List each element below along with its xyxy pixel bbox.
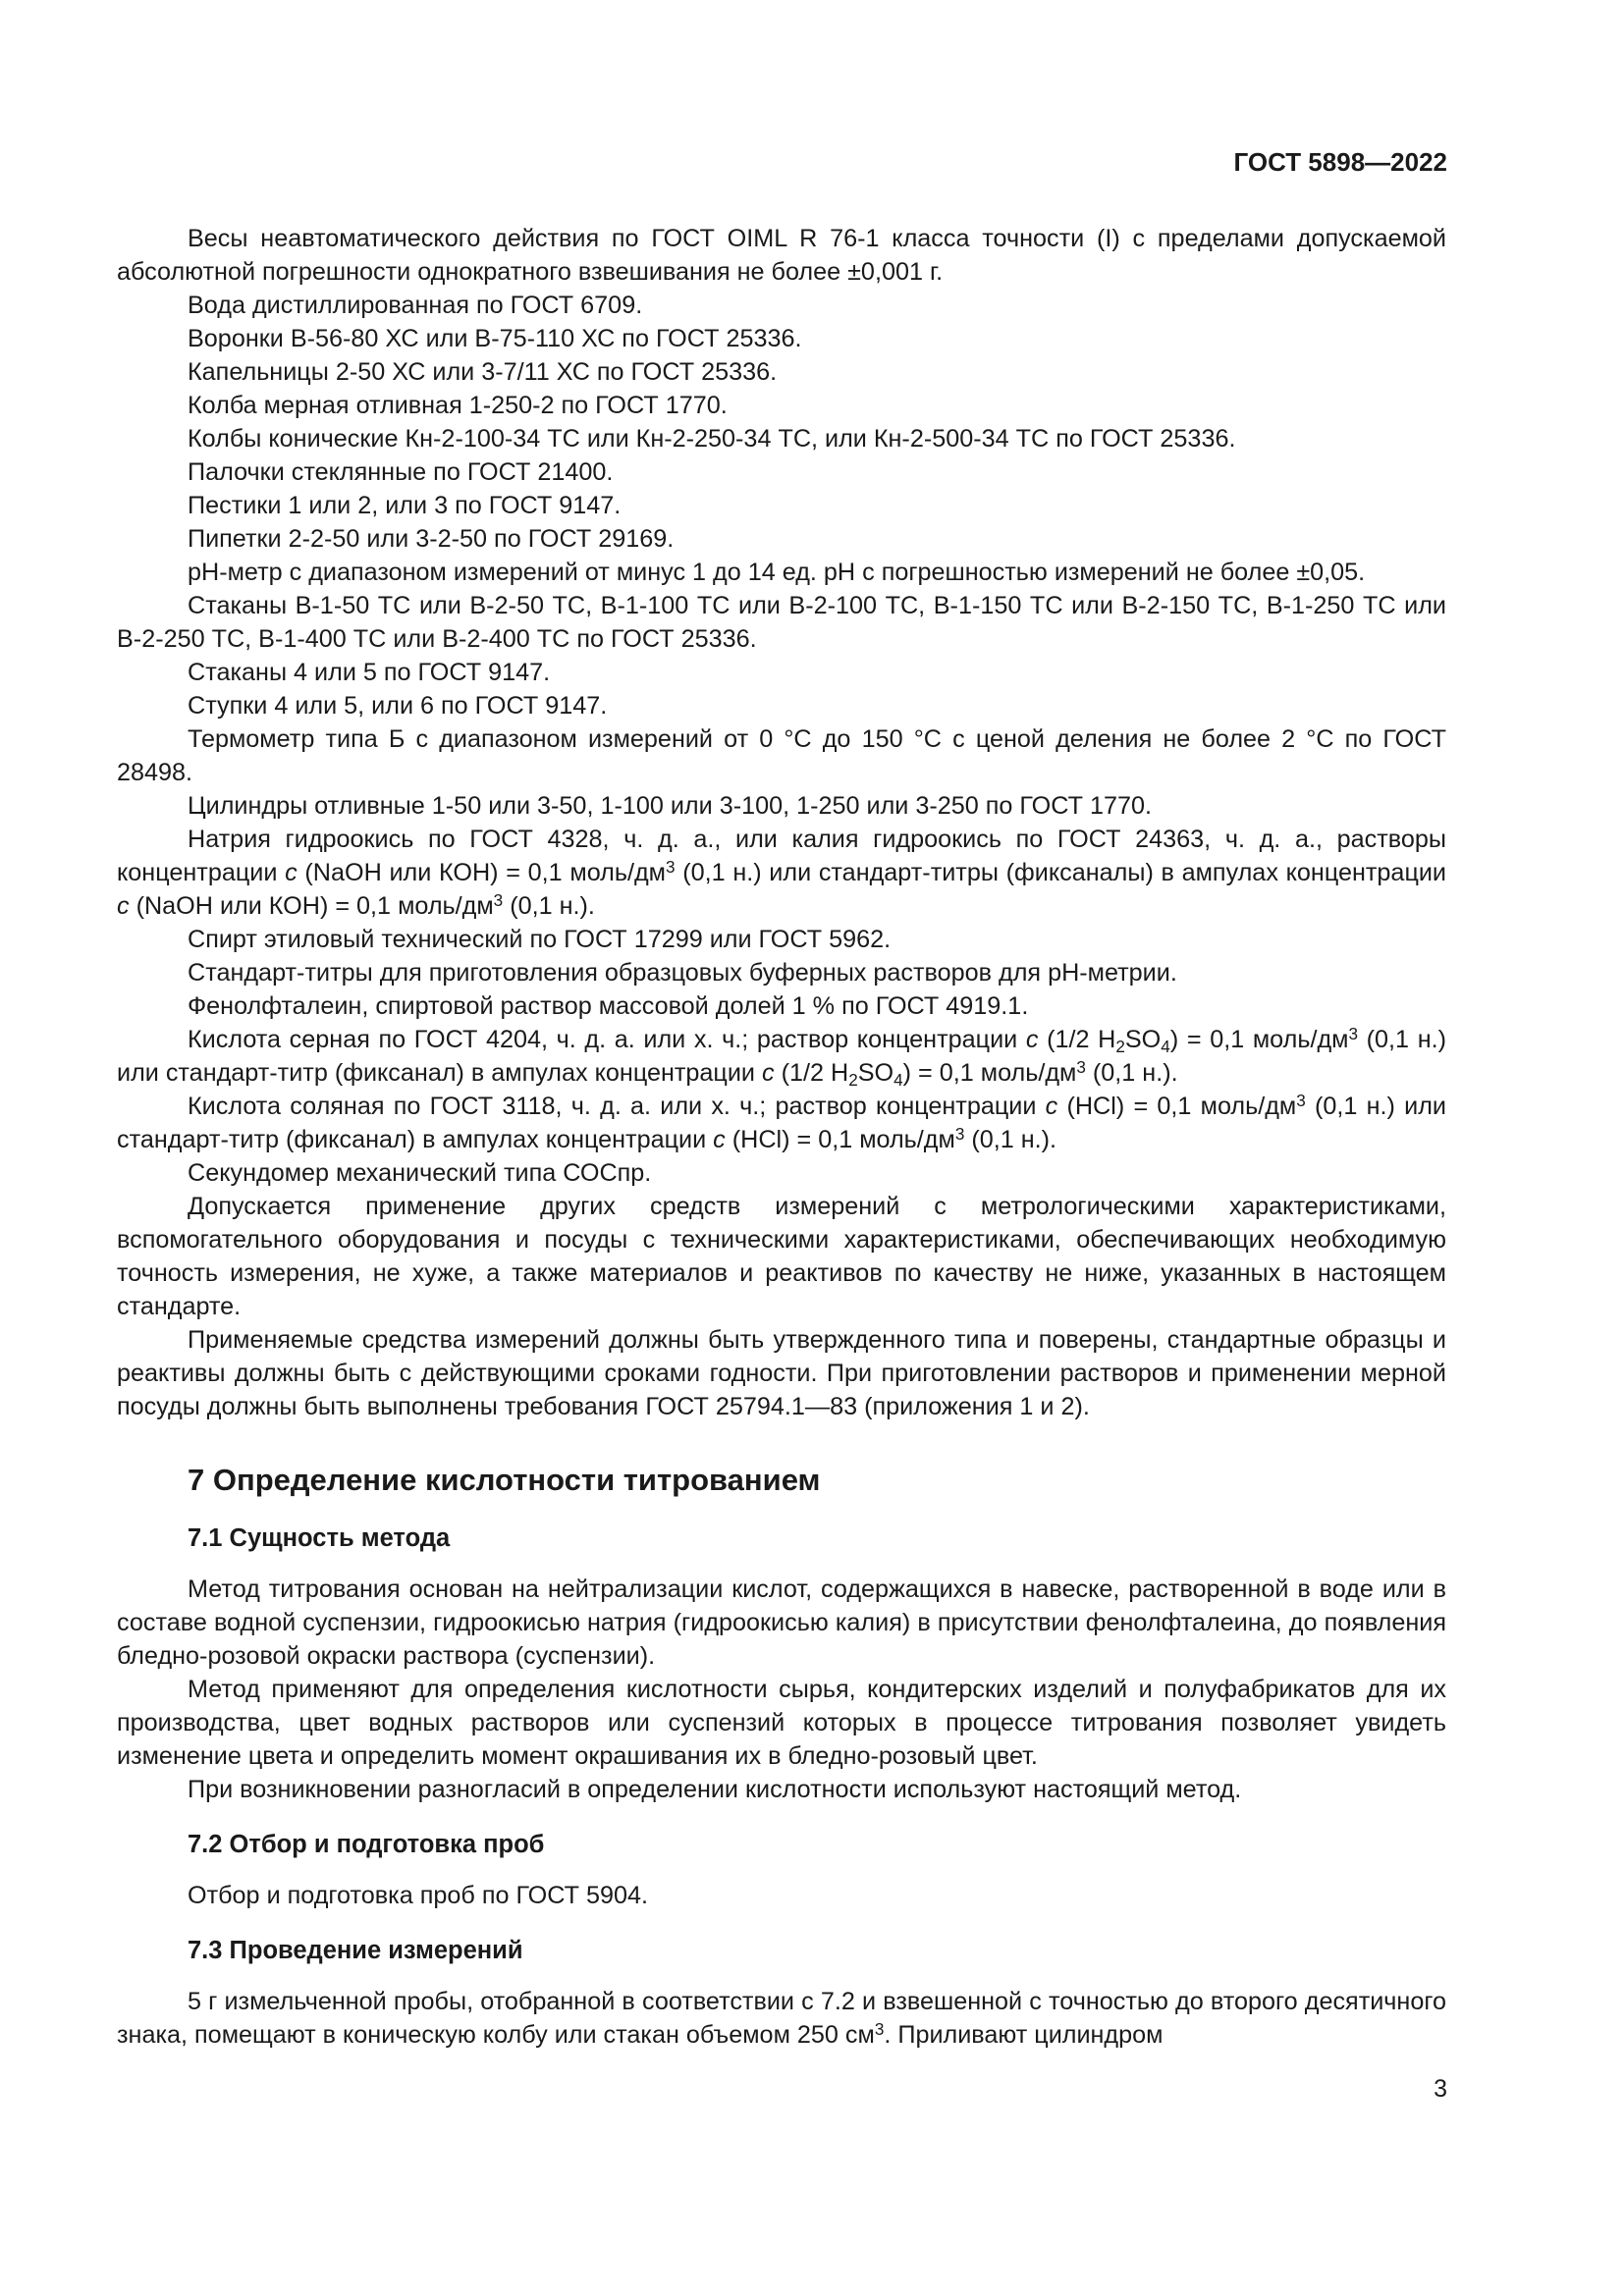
paragraph: Применяемые средства измерений должны быть утвержденного типа и поверены, стандартные образцы и реактивы должны быть с действующими сроками годности. При приготовлении растворов и применении мерной посуды должны быть выполнены требования ГОСТ 25794.1—83 (приложения 1 и 2). [117, 1326, 1446, 1420]
paragraph: Пипетки 2-2-50 или 3-2-50 по ГОСТ 29169. [188, 525, 675, 553]
paragraph: Фенолфталеин, спиртовой раствор массовой долей 1 % по ГОСТ 4919.1. [188, 992, 1029, 1020]
subsection-heading: 7.3 Проведение измерений [188, 1937, 523, 1964]
paragraph: Стаканы В-1-50 ТС или В-2-50 ТС, В-1-100 ТС или В-2-100 ТС, В-1-150 ТС или В-2-150 ТС, В-1-250 ТС или В-2-250 ТС, В-1-400 ТС или В-2-400 ТС по ГОСТ 25336. [117, 592, 1446, 653]
paragraph: Палочки стеклянные по ГОСТ 21400. [188, 458, 614, 486]
paragraph: Секундомер механический типа СОСпр. [188, 1159, 652, 1187]
paragraph: Термометр типа Б с диапазоном измерений от 0 °С до 150 °С с ценой деления не более 2 °С по ГОСТ 28498. [117, 725, 1446, 786]
paragraph: Стаканы 4 или 5 по ГОСТ 9147. [188, 659, 551, 686]
page-body [117, 222, 1446, 2052]
paragraph: Метод применяют для определения кислотности сырья, кондитерских изделий и полуфабрикатов для их производства, цвет водных растворов или суспензий которых в процессе титрования позволяет увидеть изменение цвета и определить момент окрашивания их в бледно-розовый цвет. [117, 1676, 1446, 1770]
paragraph: Спирт этиловый технический по ГОСТ 17299 или ГОСТ 5962. [188, 926, 892, 953]
paragraph: Допускается применение других средств измерений с метрологическими характеристиками, вспомогательного оборудования и посуды с техническими характеристиками, обеспечивающих необходимую точность измерения, не хуже, а также материалов и реактивов по качеству не ниже, указанных в настоящем стандарте. [117, 1193, 1446, 1320]
paragraph: Капельницы 2-50 ХС или 3-7/11 ХС по ГОСТ 25336. [188, 358, 778, 386]
paragraph: рН-метр с диапазоном измерений от минус 1 до 14 ед. рН с погрешностью измерений не более ±0,05. [188, 559, 1366, 586]
paragraph: Колбы конические Кн-2-100-34 ТС или Кн-2-250-34 ТС, или Кн-2-500-34 ТС по ГОСТ 25336. [188, 425, 1236, 453]
paragraph: Пестики 1 или 2, или 3 по ГОСТ 9147. [188, 492, 622, 519]
paragraph-naoh: Натрия гидроокись по ГОСТ 4328, ч. д. а., или калия гидроокись по ГОСТ 24363, ч. д. а., растворы концентрации с (NaOH или КОН) = 0,1 моль/$дм^3$ (0,1 н.) или стандарт-титры (фиксаналы) в ампулах концентрации с (NaOH или КОН) = 0,1 моль/$дм^3$ (0,1 н.). [117, 826, 1447, 920]
section-heading: 7 Определение кислотности титрованием [188, 1463, 821, 1497]
paragraph: Вода дистиллированная по ГОСТ 6709. [188, 292, 643, 319]
page-number: 3 [1434, 2075, 1447, 2103]
paragraph-sulfuric-acid: Кислота серная по ГОСТ 4204, ч. д. а. или х. ч.; раствор концентрации с (1/2 $H_2SO_4) = 0,1$ моль/$дм^3$ (0,1 н.) или стандарт-титр (фиксанал) в ампулах концентрации с (1/2 $H_2SO_4) = 0,1$ моль/$дм^3$ (0,1 н.). [117, 1024, 1446, 1091]
paragraph: При возникновении разногласий в определении кислотности используют настоящий метод. [188, 1776, 1242, 1803]
paragraph-hydrochloric-acid: Кислота соляная по ГОСТ 3118, ч. д. а. или х. ч.; раствор концентрации с (HCl) = 0,1 моль/$дм^3$ (0,1 н.) или стандарт-титр (фиксанал) в ампулах концентрации с (HCl) = 0,1 моль/$дм^3$ (0,1 н.). [117, 1091, 1446, 1153]
paragraph: Отбор и подготовка проб по ГОСТ 5904. [188, 1882, 649, 1909]
paragraph: Колба мерная отливная 1-250-2 по ГОСТ 1770. [188, 392, 728, 419]
paragraph: 5 г измельченной пробы, отобранной в соответствии с 7.2 и взвешенной с точностью до второго десятичного знака, помещают в коническую колбу или стакан объемом 250 $см^3$. Приливают цилиндром [117, 1988, 1446, 2049]
subsection-heading: 7.1 Сущность метода [188, 1524, 451, 1552]
paragraph: Метод титрования основан на нейтрализации кислот, содержащихся в навеске, растворенной в воде или в составе водной суспензии, гидроокисью натрия (гидроокисью калия) в присутствии фенолфталеина, до появления бледно-розовой окраски раствора (суспензии). [117, 1575, 1446, 1670]
subsection-heading: 7.2 Отбор и подготовка проб [188, 1831, 545, 1858]
paragraph: Воронки В-56-80 ХС или В-75-110 ХС по ГОСТ 25336. [188, 325, 802, 352]
paragraph: Стандарт-титры для приготовления образцовых буферных растворов для рН-метрии. [188, 959, 1177, 987]
paragraph: Цилиндры отливные 1-50 или 3-50, 1-100 или 3-100, 1-250 или 3-250 по ГОСТ 1770. [188, 792, 1153, 820]
document-code: ГОСТ 5898—2022 [1233, 147, 1447, 177]
paragraph: Ступки 4 или 5, или 6 по ГОСТ 9147. [188, 692, 608, 720]
paragraph: Весы неавтоматического действия по ГОСТ OIML R 76-1 класса точности (I) с пределами допускаемой абсолютной погрешности однократного взвешивания не более ±0,001 г. [117, 225, 1446, 286]
